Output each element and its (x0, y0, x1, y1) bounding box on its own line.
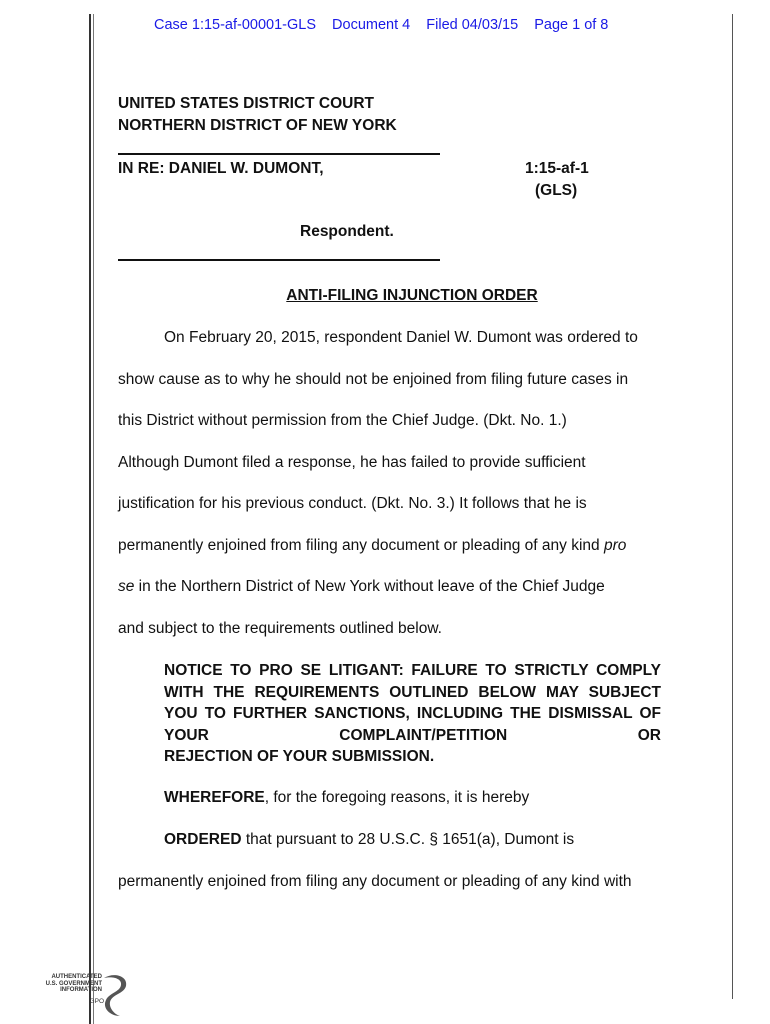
body-line-8: and subject to the requirements outlined below. (118, 620, 442, 637)
body-line-2: show cause as to why he should not be enjoined from filing future cases in (118, 371, 629, 388)
header-document: Document 4 (332, 17, 411, 33)
right-margin-rule (732, 14, 733, 999)
respondent-label: Respondent. (300, 223, 394, 240)
case-number: 1:15-af-1 (525, 160, 589, 177)
header-case: Case 1:15-af-00001-GLS (154, 17, 317, 33)
ordered-paragraph (164, 831, 574, 849)
gpo-authentication-badge (40, 972, 132, 1018)
court-name: UNITED STATES DISTRICT COURT (118, 95, 375, 112)
ordered-bold: ORDERED (164, 831, 242, 848)
caption-rule-top (118, 153, 440, 155)
ecf-header (154, 17, 620, 33)
body-line-1: On February 20, 2015, respondent Daniel W. Dumont was ordered to (164, 329, 638, 346)
gpo-text-block (46, 974, 102, 994)
body-line-7-italic: se (118, 578, 135, 595)
gpo-line-3: INFORMATION (60, 987, 102, 993)
header-filed: Filed 04/03/15 (426, 17, 519, 33)
body-line-4: Although Dumont filed a response, he has failed to provide sufficient (118, 454, 586, 471)
pro-se-notice (164, 660, 661, 768)
body-line-7 (118, 578, 605, 596)
order-title: ANTI-FILING INJUNCTION ORDER (286, 287, 538, 304)
final-line: permanently enjoined from filing any document or pleading of any kind with (118, 873, 632, 890)
header-page: Page 1 of 8 (534, 17, 609, 33)
ordered-text: that pursuant to 28 U.S.C. § 1651(a), Dumont is (241, 831, 575, 848)
wherefore-paragraph (164, 789, 529, 807)
wherefore-bold: WHEREFORE (164, 789, 265, 806)
gpo-line-1: AUTHENTICATED (51, 974, 102, 980)
notice-last-line: REJECTION OF YOUR SUBMISSION. (164, 748, 435, 765)
gpo-line-2: U.S. GOVERNMENT (45, 980, 102, 987)
left-margin-rule (89, 14, 91, 1024)
left-margin-rule-inner (93, 14, 94, 1024)
body-line-6 (118, 537, 626, 555)
gpo-eagle-icon (100, 972, 132, 1018)
caption-in-re: IN RE: DANIEL W. DUMONT, (118, 160, 324, 177)
notice-text: NOTICE TO PRO SE LITIGANT: FAILURE TO STRICTLY COMPLY WITH THE REQUIREMENTS OUTLINED BELOW MAY SUBJECT YOU TO FURTHER SANCTIONS, INCLUDING THE DISMISSAL OF YOUR COMPLAINT/PETITION OR (164, 662, 661, 744)
caption-rule-bottom (118, 259, 440, 261)
judge-initials: (GLS) (535, 182, 578, 199)
body-line-7-text: in the Northern District of New York without leave of the Chief Judge (134, 578, 605, 595)
gpo-mark: GPO (89, 998, 104, 1005)
body-line-6-text: permanently enjoined from filing any document or pleading of any kind (118, 537, 604, 554)
body-line-3: this District without permission from the Chief Judge. (Dkt. No. 1.) (118, 412, 567, 429)
body-line-5: justification for his previous conduct. (Dkt. No. 3.) It follows that he is (118, 495, 587, 512)
court-district: NORTHERN DISTRICT OF NEW YORK (118, 117, 397, 134)
wherefore-text: , for the foregoing reasons, it is hereby (264, 789, 530, 806)
body-line-6-italic: pro (603, 537, 627, 554)
